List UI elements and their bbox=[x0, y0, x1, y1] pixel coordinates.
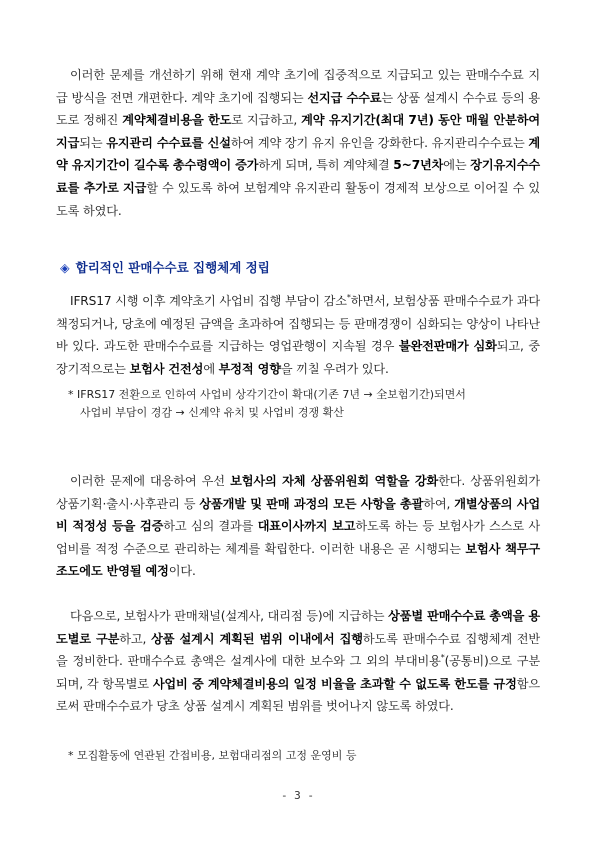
body-text: 하여, bbox=[423, 496, 455, 511]
footnote-incidental-costs: * 모집활동에 연관된 간접비용, 보험대리점의 고정 운영비 등 bbox=[68, 749, 357, 762]
body-text: 는 상품 설계시 수수료 등의 용도로 정해진 bbox=[56, 90, 540, 128]
emphasis-text: 불완전판매가 심화 bbox=[398, 339, 497, 354]
body-text: 에는 bbox=[443, 158, 471, 173]
footnote-ifrs17-line2: 사업비 부담이 경감 → 신계약 유치 및 사업비 경쟁 확산 bbox=[80, 406, 344, 419]
emphasis-text: 상품별 판매수수료 총액을 용도별로 구분 bbox=[56, 609, 540, 646]
body-text: 함으로써 판매수수료가 당초 상품 설계시 계획된 범위를 벗어나지 않도록 하였다. bbox=[56, 676, 540, 714]
body-text: 하고, bbox=[119, 631, 152, 646]
paragraph-fee-execution bbox=[56, 605, 540, 718]
emphasis-text: 보험사 책무구조도에도 반영될 예정 bbox=[56, 541, 540, 579]
footnote-marker: * bbox=[346, 292, 351, 302]
emphasis-text: 유지관리 수수료를 신설 bbox=[106, 135, 231, 150]
paragraph-fee-reform bbox=[56, 64, 540, 222]
body-text: 할 수 있도록 하여 보험계약 유지관리 활동이 경제적 보상으로 이어질 수 있도록 하였다. bbox=[56, 180, 540, 218]
emphasis-text: 계약 유지기간(최대 7년) 동안 매월 안분하여 지급 bbox=[56, 113, 540, 150]
diamond-bullet-icon: ◈ bbox=[60, 260, 70, 275]
body-text: 이다. bbox=[168, 564, 196, 579]
emphasis-text: 장기유지수수료를 추가로 지급 bbox=[56, 158, 540, 195]
body-text: 하게 되며, 특히 계약체결 bbox=[258, 158, 394, 173]
emphasis-text: 상품 설계시 계획된 범위 이내에서 집행 bbox=[151, 631, 363, 646]
footnote-marker: * bbox=[440, 653, 445, 663]
emphasis-text: 상품개발 및 판매 과정의 모든 사항을 총괄 bbox=[199, 496, 424, 511]
body-text: (공통비)으로 구분되며, 각 항목별로 bbox=[56, 654, 541, 691]
body-text: 로 지급하고, bbox=[231, 113, 302, 128]
body-text: 이러한 문제를 개선하기 위해 현재 계약 초기에 집중적으로 지급되고 있는 판매수수료 지급 방식을 전면 개편한다. 계약 초기에 집행되는 bbox=[56, 68, 540, 105]
paragraph-product-committee bbox=[56, 470, 540, 583]
body-text: 하도록 판매수수료 집행체계 전반을 정비한다. 판매수수료 총액은 설계사에 대한 보수와 그 외의 부대비용 bbox=[56, 631, 541, 669]
emphasis-text: 보험사 건전성 bbox=[129, 361, 204, 376]
emphasis-text: 부정적 영향 bbox=[218, 361, 281, 376]
body-text: 하면서, 보험상품 판매수수료가 과다 책정되거나, 당초에 예정된 금액을 초과하여 집행되는 등 판매경쟁이 심화되는 양상이 나타난 바 있다. 과도한 판매수수료를 지급하는 영업관행이 지속될 경우 bbox=[56, 294, 541, 354]
emphasis-text: 대표이사까지 보고 bbox=[257, 519, 356, 534]
section-heading bbox=[60, 258, 270, 276]
page-number: - 3 - bbox=[280, 789, 315, 802]
body-text: 하고 심의 결과를 bbox=[163, 519, 258, 534]
body-text: 다음으로, 보험사가 판매채널(설계사, 대리점 등)에 지급하는 bbox=[70, 609, 389, 623]
footnote-ifrs17 bbox=[68, 386, 540, 422]
paragraph-ifrs17-background bbox=[56, 290, 540, 380]
emphasis-text: 개별상품의 사업비 적정성 등을 검증 bbox=[56, 496, 540, 534]
body-text: 되고, 중장기적으로는 bbox=[56, 339, 541, 376]
section-heading-text: 합리적인 판매수수료 집행체계 정립 bbox=[75, 260, 270, 275]
emphasis-text: 선지급 수수료 bbox=[307, 90, 382, 105]
body-text: 하도록 하는 등 보험사가 스스로 사업비를 적정 수준으로 관리하는 체계를 확립한다. 이러한 내용은 곧 시행되는 bbox=[56, 519, 540, 556]
body-text: 하여 계약 장기 유지 유인을 강화한다. 유지관리수수료는 bbox=[230, 135, 529, 150]
emphasis-text: 계약 유지기간이 길수록 총수령액이 증가 bbox=[56, 135, 540, 173]
body-text: 한다. 상품위원회가 상품기획·출시·사후관리 등 bbox=[56, 474, 541, 511]
body-text: 을 끼칠 우려가 있다. bbox=[280, 361, 389, 376]
emphasis-text: 계약체결비용을 한도 bbox=[122, 113, 232, 128]
body-text: 되는 bbox=[79, 135, 107, 150]
emphasis-text: 보험사의 자체 상품위원회 역할을 강화 bbox=[230, 474, 439, 488]
footnote-ifrs17-line1: * IFRS17 전환으로 인하여 사업비 상각기간이 확대(기존 7년 → 全보험기간)되면서 bbox=[68, 388, 466, 401]
emphasis-text: 사업비 중 계약체결비용의 일정 비율을 초과할 수 없도록 한도를 규정 bbox=[152, 676, 517, 691]
body-text: 이러한 문제에 대응하여 우선 bbox=[70, 474, 231, 488]
body-text: 에 bbox=[203, 361, 219, 376]
emphasis-text: 5~7년차 bbox=[393, 158, 444, 173]
body-text: IFRS17 시행 이후 계약초기 사업비 집행 부담이 감소 bbox=[70, 294, 347, 308]
